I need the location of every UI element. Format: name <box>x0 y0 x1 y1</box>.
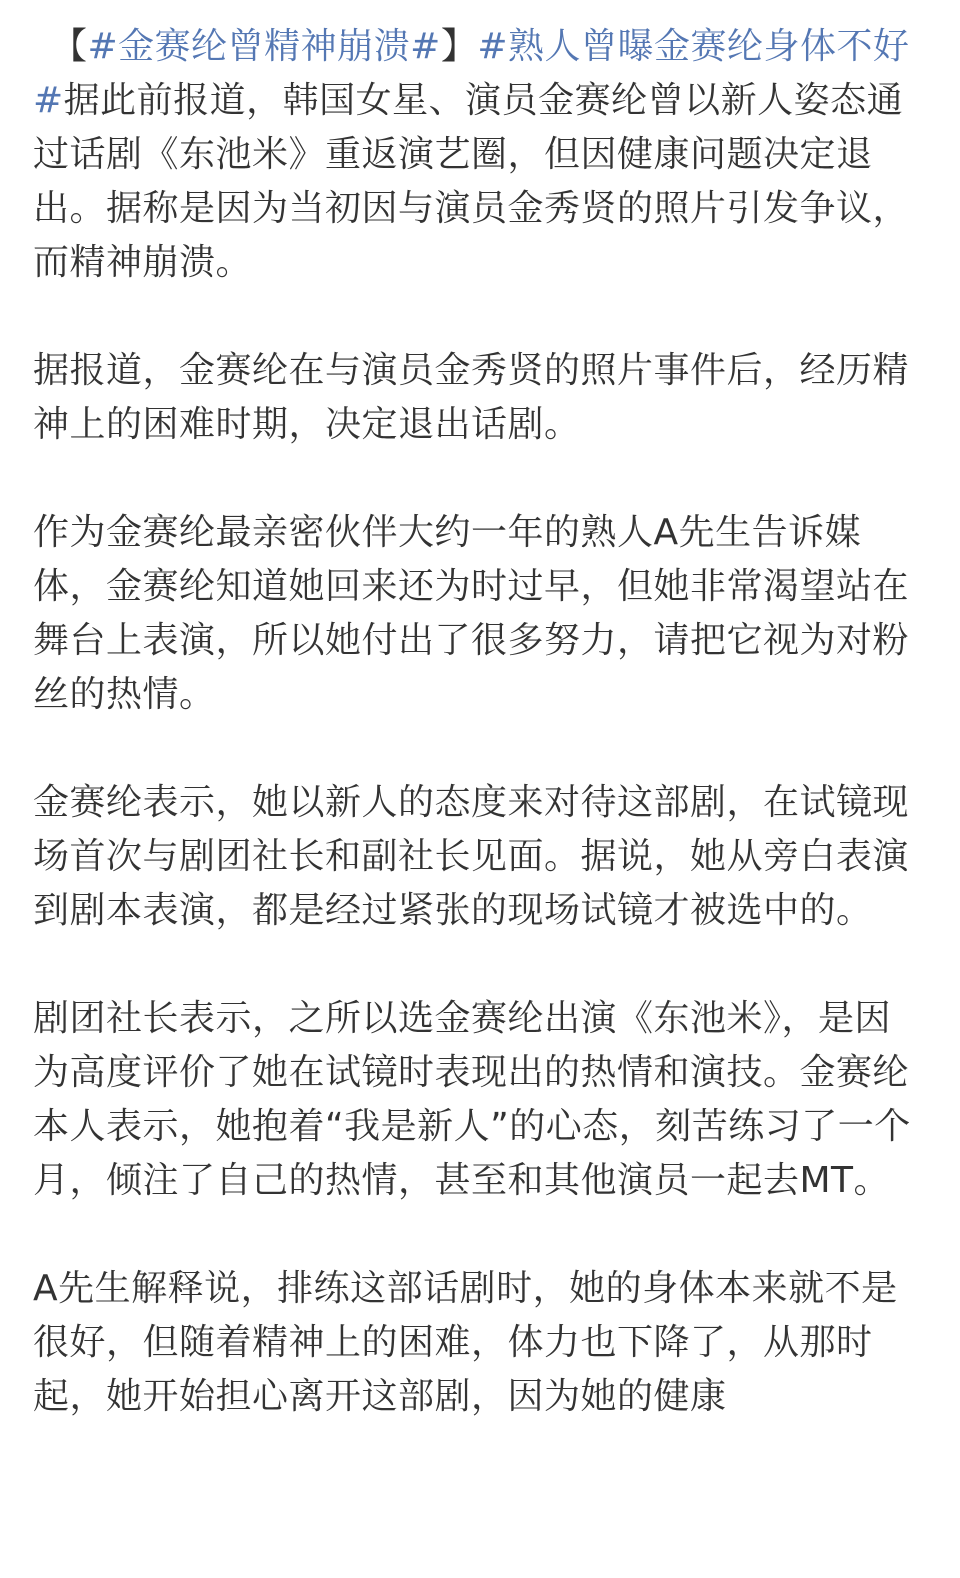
paragraph-4: 剧团社长表示，之所以选金赛纶出演《东池米》，是因为高度评价了她在试镜时表现出的热情和演技。金赛纶本人表示，她抱着“我是新人”的心态，刻苦练习了一个月，倾注了自己的热情，甚至和其他演员一起去MT。 <box>33 998 911 1201</box>
paragraph-5: A先生解释说，排练这部话剧时，她的身体本来就不是很好，但随着精神上的困难，体力也下降了，从那时起，她开始担心离开这部剧，因为她的健康 <box>33 1268 898 1417</box>
bracket-close: 】 <box>440 26 478 67</box>
paragraph-1: 据报道，金赛纶在与演员金秀贤的照片事件后，经历精神上的困难时期，决定退出话剧。 <box>33 350 910 445</box>
intro-paragraph <box>33 20 913 290</box>
paragraph-3: 金赛纶表示，她以新人的态度来对待这部剧，在试镜现场首次与剧团社长和副社长见面。据说，她从旁白表演到剧本表演，都是经过紧张的现场试镜才被选中的。 <box>33 782 910 931</box>
bottom-crop-edge <box>0 1540 960 1578</box>
intro-text: 据此前报道，韩国女星、演员金赛纶曾以新人姿态通过话剧《东池米》重返演艺圈，但因健康问题决定退出。据称是因为当初因与演员金秀贤的照片引发争议，而精神崩溃。 <box>33 80 910 283</box>
topic-link-mental-breakdown[interactable]: #金赛纶曾精神崩溃# <box>87 26 441 67</box>
topic-link-health[interactable]: #熟人曾曝金赛纶身体不好# <box>33 26 910 121</box>
paragraph-2: 作为金赛纶最亲密伙伴大约一年的熟人A先生告诉媒体，金赛纶知道她回来还为时过早，但她非常渴望站在舞台上表演，所以她付出了很多努力，请把它视为对粉丝的热情。 <box>33 512 910 715</box>
bracket-open: 【 <box>51 26 88 67</box>
article-body <box>33 20 913 1424</box>
